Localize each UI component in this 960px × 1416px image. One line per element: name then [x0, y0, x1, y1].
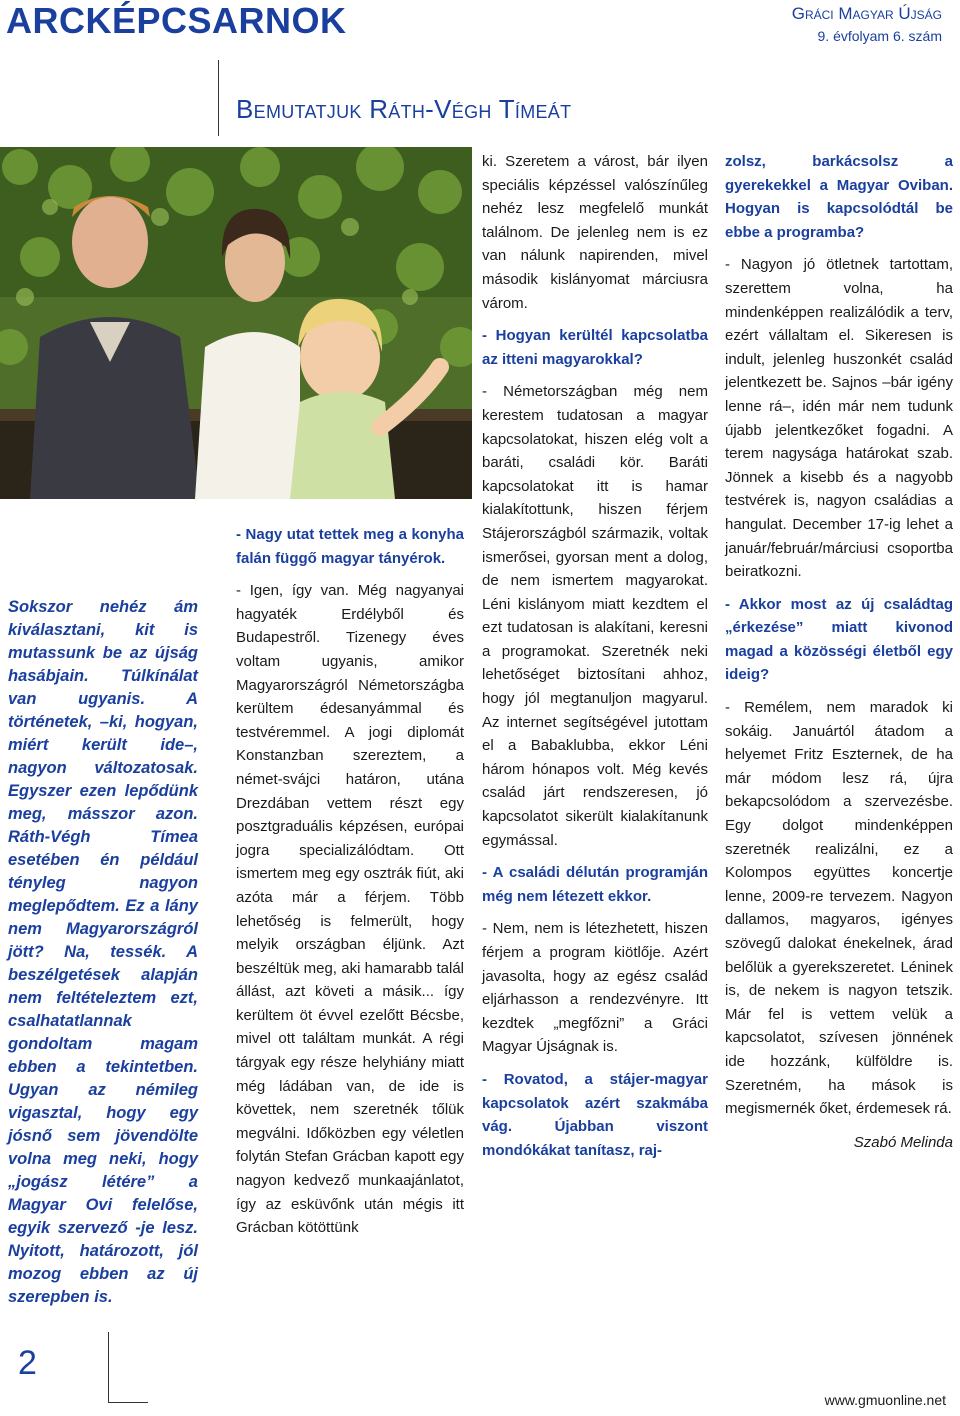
interview-answer: - Remélem, nem maradok ki sokáig. Januártól átadom a helyemet Fritz Eszternek, de ha már módom lesz rá, újra bekapcsolódom a szervezésbe. Egy dolgot mindenképpen szeretnék realizálni, ez a Kolompos együttes koncertje lenne, 2009-re tervezem. Nagyon dallamos, magyaros, igényes szövegű dalokat énekelnek, árad belőlük a gyerekszeretet. Léninek is, de nekem is nagyon tetszik. Már fel is vettem velük a kapcsolatot, szívesen jönnének ide hozzánk, külföldre is. Szeretném, ha mások is megismernék őket, érdemesek rá. [725, 699, 953, 1118]
article-column-2 [482, 150, 708, 1171]
interview-answer: - Nagyon jó ötletnek tartottam, szerettem volna, ha mindenképpen realizálódik a terv, ezért vállaltam el. Sikeresen is indult, jelenleg huszonkét család jelentkezett be. Sajnos –bár igény lenne rá–, idén már nem tudunk újabb jelentkezőket fogadni. A terem nagysága határokat szab. Jönnek a kisebb és a nagyobb testvérek is, nagyon családias a hangulat. December 17-ig lehet a január/február/márciusi csoportba beiratkozni. [725, 256, 953, 581]
corner-line-vertical [108, 1332, 109, 1402]
interview-question: - Nagy utat tettek meg a konyha falán függő magyar tányérok. [236, 526, 464, 567]
interview-question: - Rovatod, a stájer-magyar kapcsolatok azért szakmába vág. Újabban viszont mondókákat tanítasz, raj- [482, 1070, 708, 1159]
page-number: 2 [18, 1344, 37, 1382]
author-signature: Szabó Melinda [853, 1133, 953, 1151]
footer-url: www.gmuonline.net [824, 1392, 946, 1408]
article-column-3 [725, 150, 953, 1163]
interview-question: - A családi délután programján még nem létezett ekkor. [482, 864, 708, 905]
interview-answer: - Nem, nem is létezhetett, hiszen férjem a program kiötlője. Azért javasolta, hogy az egész család eljárhasson a rendezvényre. Itt kezdtek „megfőzni” a Gráci Magyar Újságnak is. [482, 920, 708, 1056]
header-divider [218, 60, 219, 136]
article-column-1 [236, 523, 464, 1249]
interview-answer: - Németországban még nem kerestem tudatosan a magyar kapcsolatokat, hiszen elég volt a baráti, családi kör. Baráti kapcsolatokat itt is hamar kialakítottunk, hiszen férjem Stájerországból származik, voltak ismerősei, gyorsan ment a dolog, de nem ismertem magyarokat. Léni kislányom miatt kezdtem el ezt tudatosan is alakítani, keresni a programokat. Szeretnék neki lehetőséget biztosítani ahhoz, hogy jól megtanuljon magyarul. Az internet segítségével jutottam el a Babaklubba, ekkor Léni három hónapos volt. Még kevés család járt rendszeresen, jó kapcsolatot sikerült kialakítanunk egymással. [482, 383, 708, 849]
interview-answer: ki. Szeretem a várost, bár ilyen speciális képzéssel valószínűleg nehéz lesz megfelelő munkát találnom. De jelenleg nem is ez van nálunk napirenden, mivel második kislányomat márciusra várom. [482, 153, 708, 312]
article-title: Bemutatjuk Ráth-Végh Tímeát [236, 94, 572, 124]
corner-line-horizontal [108, 1402, 148, 1403]
family-photo [0, 147, 472, 499]
interview-question: - Akkor most az új családtag „érkezése” miatt kivonod magad a közösségi életből egy ideig? [725, 595, 953, 684]
interview-question: zolsz, barkácsolsz a gyerekekkel a Magyar Oviban. Hogyan is kapcsolódtál be ebbe a programba? [725, 153, 953, 241]
section-title: ARCKÉPCSARNOK [6, 0, 347, 41]
interview-question: - Hogyan kerültél kapcsolatba az itteni magyarokkal? [482, 327, 708, 368]
publication-issue: 9. évfolyam 6. szám [817, 28, 942, 44]
publication-name: Gráci Magyar Újság [791, 4, 942, 23]
intro-text: Sokszor nehéz ám kiválasztani, kit is mutassunk be az újság hasábjain. Túlkínálat van ugyanis. A történetek, –ki, hogyan, miért került ide–, nagyon változatosak. Egyszer ezen lepődünk meg, másszor azon. Ráth-Végh Tímea esetében én például tényleg nagyon meglepődtem. Ez a lány nem Magyarországról jött? Na, tessék. A beszélgetések alapján nem feltételeztem ezt, csalhatatlannak gondoltam magam ebben a tekintetben. Ugyan az némileg vigasztal, hogy egy jósnő sem jövendölte volna meg neki, hogy „jogász létére” a Magyar Ovi felelőse, egyik szervező -je lesz. Nyitott, határozott, jól mozog ebben az új szerepben is. [8, 598, 198, 1306]
interview-answer: - Igen, így van. Még nagyanyai hagyaték Erdélyből és Budapestről. Tizenegy éves voltam ugyanis, amikor Magyarországról Németországba kerültem édesanyámmal és testvéremmel. A jogi diplomát Konstanzban szereztem, a német-svájci határon, utána Drezdában vettem részt egy posztgraduális képzésen, európai jogra specializálódtam. Ott ismertem meg egy osztrák fiút, aki azóta már a férjem. Több lehetőség is felmerült, hogy melyik országban éljünk. Azt beszéltük meg, aki hamarabb talál állást, azt követi a másik... így kerültem öt évvel ezelőtt Bécsbe, mivel ott találtam munkát. A régi tárgyak egy része helyhiány miatt még ládában van, de ide is követtek, nem szeretnék tőlük megválni. Időközben egy véletlen folytán Stefan Grácban kapott egy nagyon kedvező munkaajánlatot, így az esküvőnk után mégis itt Grácban kötöttünk [236, 582, 464, 1237]
